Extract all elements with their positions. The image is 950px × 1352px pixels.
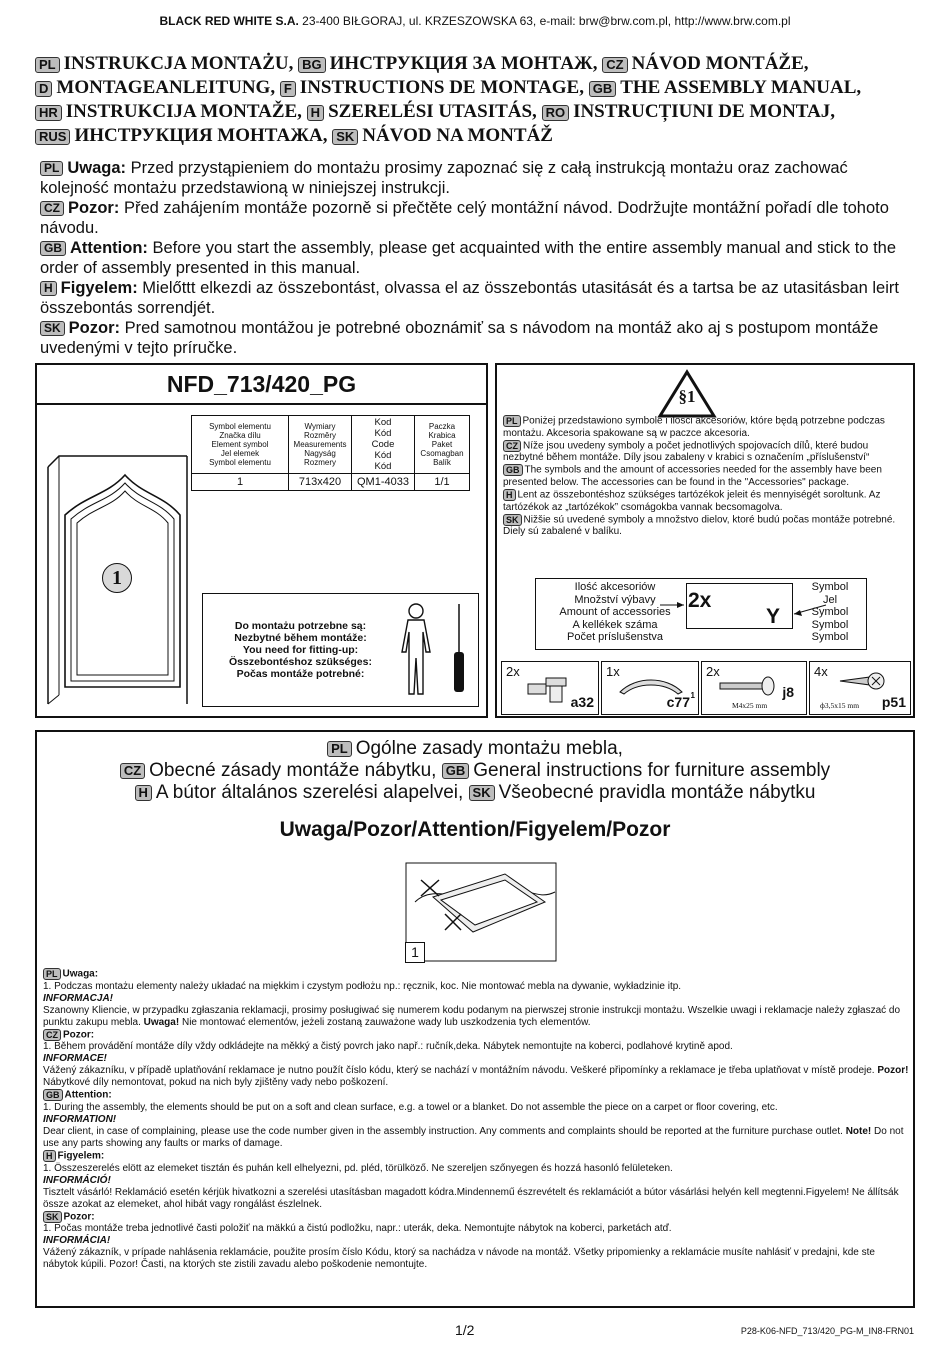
header-line: Symbol elementu [209, 458, 271, 467]
header-code [352, 416, 415, 474]
part-code: a32 [570, 694, 594, 710]
note-info [43, 1126, 909, 1150]
part-note: M4x25 mm [732, 701, 768, 710]
part-code: c77 [666, 694, 690, 710]
note-label: Uwaga: [62, 968, 99, 980]
language-tag: RO [542, 105, 570, 121]
warnings-block [40, 158, 920, 358]
header-line: Csomagban [420, 449, 464, 458]
warning-paragraph [40, 238, 920, 278]
language-tag: PL [43, 968, 61, 980]
warning-paragraph [40, 278, 920, 318]
header-line: Kód [374, 461, 392, 472]
language-tag: GB [589, 81, 617, 97]
header-size [289, 416, 352, 474]
cell-code: QM1-4033 [352, 474, 415, 491]
title-text: INSTRUCȚIUNI DE MONTAJ, [573, 101, 836, 122]
warning-text: Before you start the assembly, please get acquainted with the entire assembly manual and stick to the order of assembly presented in this manual. [40, 239, 897, 277]
warning-label: Pozor: [68, 319, 121, 337]
language-tag: CZ [503, 440, 521, 452]
warning-label: Attention: [70, 239, 148, 257]
note-info-label: INFORMACE! [43, 1053, 107, 1065]
language-tag: PL [35, 57, 60, 73]
language-tag: RUS [35, 129, 70, 145]
language-tag: CZ [40, 201, 64, 216]
language-tag: H [307, 105, 324, 121]
header-line: Kód [374, 450, 392, 461]
legend-right-line: Symbol [811, 581, 849, 593]
screwdriver-icon [449, 602, 469, 694]
company-header [0, 14, 950, 28]
assembly-figure [405, 862, 557, 962]
header-line: Code [371, 439, 395, 450]
note-point: 1. Podczas montażu elementy należy układać na miękkim i czystym podłożu np.: ręcznik, koc. Nie montować mebla na dywanie, wykładzinie itp. [43, 980, 682, 992]
company-name: BLACK RED WHITE S.A. [159, 14, 299, 28]
part-p51 [809, 661, 911, 715]
divider [37, 403, 486, 405]
header-line: Rozměry [303, 431, 336, 440]
warning-paragraph [40, 198, 920, 238]
figure-number: 1 [405, 942, 425, 963]
element-table [191, 415, 470, 491]
title-text: NÁVOD MONTÁŽE, [631, 53, 809, 74]
note-info-label: INFORMATION! [43, 1113, 117, 1125]
warning-paragraph [40, 318, 920, 358]
legend-arrows [536, 579, 866, 649]
language-tag: SK [43, 1211, 62, 1223]
heading-line [37, 738, 913, 760]
person-icon [396, 602, 436, 698]
accessories-intro [503, 415, 907, 538]
note-header [43, 1089, 909, 1102]
tools-line: Nezbytné během montáže: [234, 632, 367, 644]
title-text: INSTRUCTIONS DE MONTAGE, [299, 77, 584, 98]
tools-line: Počas montáže potrebné: [236, 668, 365, 680]
title-line [35, 100, 925, 124]
note-header [43, 1211, 909, 1224]
general-heading [37, 738, 913, 804]
legend-left-line: Ilość akcesoriów [574, 581, 656, 593]
language-tag: GB [442, 763, 470, 779]
title-text: MONTAGEANLEITUNG, [56, 77, 276, 98]
part-j8 [701, 661, 807, 715]
legend-right-line: Jel [822, 593, 838, 606]
part-a32 [501, 661, 599, 715]
language-tag: PL [40, 161, 63, 176]
note-info [43, 1005, 909, 1029]
warning-text: Před zahájením montáže pozorně si přečtěte celý montážní návod. Dodržujte montážní pořadí dle tohoto návodu. [40, 199, 889, 237]
header-line: Wymiary [304, 422, 336, 431]
part-code: p51 [881, 694, 906, 710]
header-pack [415, 416, 470, 474]
language-tag: H [43, 1150, 56, 1162]
part-note: ф3,5x15 mm [820, 701, 860, 710]
accessories-paragraph [503, 440, 907, 465]
note-info-text: Tisztelt vásárló! Reklamáció esetén kérjük hivatkozni a szerelési utasításban magadott kódra.Mindennemű észrevételt és reklamációt a bútor vásárlási helyén kell megtenni.Figyelem! Ne állítsák össze azokat az elemeket, ahol hibát vagy rongálást észlelnek. [43, 1186, 899, 1210]
note-warn-label: Uwaga! [143, 1016, 180, 1028]
product-box [35, 363, 488, 718]
language-tag: H [135, 785, 152, 801]
note-label: Pozor: [63, 1029, 95, 1041]
header-line: Balík [433, 458, 451, 467]
page-number: 1/2 [455, 1322, 475, 1338]
title-text: INSTRUKCJA MONTAŻU, [63, 53, 294, 74]
product-code: NFD_713/420_PG [166, 371, 357, 397]
tools-box [202, 593, 479, 707]
language-tag: BG [298, 57, 326, 73]
title-text: INSTRUKCIJA MONTAŽE, [65, 101, 302, 122]
note-header [43, 1029, 909, 1042]
legend-right-line: Symbol [811, 631, 849, 643]
heading-text: General instructions for furniture assembly [473, 760, 831, 781]
language-tag: D [35, 81, 52, 97]
note-info-text: Vážený zákazník, v prípade nahlásenia reklamácie, použite prosím číslo Kódu, ktorý sa nachádza v návode na montáž. Všetky pripomienky a reklamácie musíte nahlásiť v predajni, kde ste nábytok kúpili. Pozor! Časti, na ktorých ste zistili zavadu alebo poškodenie nemontujte. [43, 1247, 875, 1271]
legend-right-line: Symbol [811, 618, 849, 631]
language-tag: SK [503, 514, 522, 526]
part-note: 1 [690, 691, 695, 700]
part-count: 2x [506, 664, 520, 679]
header-line: Jel elemek [220, 449, 260, 458]
legend-left-line: Množství výbavy [574, 593, 656, 606]
general-notes [43, 968, 909, 1271]
intro-text: Níže jsou uvedeny symboly a počet jednotlivých spojovacích dílů, které budou nezbytné během montáže. Díly jsou zabaleny v krabici s označením „příslušenství“ [503, 440, 870, 464]
language-tag: H [503, 489, 516, 501]
part-count: 2x [706, 664, 720, 679]
bolt-icon [718, 676, 778, 696]
accessories-paragraph [503, 514, 907, 539]
note-info-label: INFORMÁCIÓ! [43, 1174, 111, 1186]
general-instructions-box [35, 730, 915, 1308]
language-tag: GB [40, 241, 66, 256]
note-label: Attention: [64, 1089, 112, 1101]
note-info-text: Vážený zákazníku, v případě uplatňování reklamace je nutno použít číslo kódu, který se nachází v montážním návodu. Veškeré připomínky a reklamace je třeba uplatňovat v místě prodeje. [43, 1065, 875, 1077]
note-warn-label: Pozor! [877, 1065, 909, 1077]
legend-box [535, 578, 867, 650]
note-warn-text: Nie montować elementów, jeżeli zostaną zauważone wady lub uszkodzenia tych elementów. [181, 1016, 591, 1028]
note-point: 1. Počas montáže treba jednotlivé časti položiť na mäkkú a čistú podložku, napr.: uterák, deka. Nemontujte nábytok na koberci, parketách atď. [43, 1223, 672, 1235]
intro-text: Lent az összebontéshoz szükséges tartózékok jeleit és mennyiségét soroltunk. Az tartózékok az „tartózékok” csomágokba vannak becsomagolva. [503, 489, 881, 513]
warning-paragraph [40, 158, 920, 198]
warning-label: Uwaga: [67, 159, 127, 177]
legend-quantity: 2x [688, 589, 712, 612]
header-line: Measurements [293, 440, 347, 449]
language-tag: PL [503, 415, 521, 427]
title-text: SZERELÉSI UTASITÁS, [328, 101, 537, 122]
language-tag: H [40, 281, 57, 296]
title-line [35, 76, 925, 100]
note-warn-label: Note! [845, 1125, 872, 1137]
note-info-label: INFORMACJA! [43, 992, 113, 1004]
note-point: 1. Během provádění montáže díly vždy odkládejte na měkký a čistý povrch jako např.: ručník,deka. Nábytek nemontujte na koberci, podlahové krytině apod. [43, 1041, 733, 1053]
warning-text: Pred samotnou montážou je potrebné oboznámiť sa s návodom na montáž ako aj s postupom montáže uvedenými v tejto príručke. [40, 319, 879, 357]
legend-left-line: Počet príslušenstva [567, 631, 663, 643]
header-line: Paket [431, 440, 453, 449]
language-tag: CZ [43, 1029, 61, 1041]
general-subheading: Uwaga/Pozor/Attention/Figyelem/Pozor [279, 818, 671, 841]
note-header [43, 968, 909, 981]
note-label: Figyelem: [57, 1150, 105, 1162]
language-tag: SK [332, 129, 358, 145]
accessories-paragraph [503, 415, 907, 440]
header-line: Paczka [428, 422, 456, 431]
legend-symbol: Y [766, 605, 781, 628]
legend-left-line: A kellékek száma [572, 618, 658, 631]
header-line: Krabica [428, 431, 456, 440]
note-info [43, 1187, 909, 1211]
cell-pack: 1/1 [415, 474, 470, 491]
title-line [35, 52, 925, 76]
intro-text: Nižšie sú uvedené symboly a množstvo dielov, ktoré budú počas montáže potrebné. Diely sú zabalené v balíku. [503, 514, 896, 538]
cell-size: 713x420 [289, 474, 352, 491]
language-tag: GB [503, 464, 523, 476]
language-tag: SK [40, 321, 65, 336]
note-info-text: Dear client, in case of complaining, please use the code number given in the assembly instruction. Any comments and complaints should be reported at the furniture purchase outlet. [43, 1125, 843, 1137]
header-line: Element symbol [211, 440, 269, 449]
title-text: THE ASSEMBLY MANUAL, [620, 77, 862, 98]
header-symbol [192, 416, 289, 474]
heading-text: Všeobecné pravidla montáže nábytku [498, 782, 816, 803]
intro-text: The symbols and the amount of accessories needed for the assembly have been presented below. The accessories can be found in the "Accessories" package. [503, 464, 882, 488]
note-warn-text: Do not use any parts showing any faults or marks of damage. [43, 1125, 904, 1149]
note-info-text: Szanowny Kliencie, w przypadku zgłaszania reklamacji, prosimy posługiwać się numerem kodu podanym na pierwszej stronie instrukcji montażu. Wszelkie uwagi i reklamacje należy zgłaszać do punktu zakupu mebla. [43, 1004, 901, 1028]
note-header [43, 1150, 909, 1163]
header-line: Symbol elementu [209, 422, 271, 431]
accessories-paragraph [503, 464, 907, 489]
note-label: Pozor: [63, 1211, 95, 1223]
part-c77 [601, 661, 699, 715]
warning-label: Figyelem: [60, 279, 138, 297]
document-code: P28-K06-NFD_713/420_PG-M_IN8-FRN01 [740, 1326, 914, 1336]
part-code: j8 [782, 684, 794, 700]
note-info [43, 1247, 909, 1271]
header-line: Kod [374, 417, 392, 428]
language-tag: CZ [602, 57, 627, 73]
note-info-label: INFORMÁCIA! [43, 1235, 111, 1247]
note-warn-text: Nábytkové díly nemontovat, pokud na nich byly zjištěny vady nebo poškození. [43, 1077, 389, 1089]
language-tag: CZ [120, 763, 145, 779]
language-tag: SK [469, 785, 495, 801]
language-tag: PL [327, 741, 352, 757]
part-count: 1x [606, 664, 620, 679]
legend-left-line: Amount of accessories [559, 606, 671, 618]
accessories-box [495, 363, 915, 718]
heading-text: A bútor általános szerelési alapelvei, [155, 782, 464, 803]
title-text: ИНСТРУКЦИЯ МОНТАЖА, [74, 125, 328, 146]
title-line [35, 124, 925, 148]
tools-line: Összebontéshoz szükséges: [229, 656, 372, 668]
language-tag: GB [43, 1089, 63, 1101]
cell-symbol: 1 [192, 474, 289, 491]
heading-line [37, 760, 913, 782]
note-point: 1. During the assembly, the elements should be put on a soft and clean surface, e.g. a towel or a blanket. Do not assemble the piece on a carpet or floor covering, etc. [43, 1101, 778, 1113]
hinge-icon [526, 674, 570, 706]
warning-label: Pozor: [68, 199, 120, 217]
header-line: Kód [374, 428, 392, 439]
language-tag: F [280, 81, 296, 97]
warning-text: Przed przystąpieniem do montażu prosimy zapoznać się z całą instrukcją montażu oraz zachować kolejność montażu przedstawioną w niniejszej instrukcji. [40, 159, 848, 197]
note-info [43, 1065, 909, 1089]
heading-line [37, 782, 913, 804]
header-line: Nagyság [304, 449, 336, 458]
tools-line: Do montażu potrzebne są: [234, 620, 367, 632]
title-text: NÁVOD NA MONTÁŽ [362, 125, 553, 146]
element-number-badge: 1 [102, 563, 132, 593]
heading-text: Ogólne zasady montażu mebla, [355, 738, 623, 759]
language-tag: HR [35, 105, 62, 121]
legend-right-line: Symbol [811, 606, 849, 618]
accessories-paragraph [503, 489, 907, 514]
tools-line: You need for fitting-up: [242, 644, 359, 656]
header-line: Značka dílu [219, 431, 261, 440]
header-line: Rozmery [303, 458, 336, 467]
warning-text: Mielőttt elkezdi az összebontást, olvassa el az összebontás utasitását és a tartsa be az utasitásban leirt összebontás sorrendjét. [40, 279, 899, 317]
intro-text: Poniżej przedstawiono symbole i ilości akcesoriów, które będą potrzebne podczas montażu. Akcesoria spakowane są w paczce akcesoria. [503, 415, 885, 439]
title-text: ИНСТРУКЦИЯ ЗА МОНТАЖ, [329, 53, 598, 74]
manual-titles [35, 52, 925, 148]
tools-text [213, 620, 388, 680]
note-point: 1. Összeszerelés elött az elemeket tisztán és puhán kell elhelyezni, pd. pléd, törülköző. Ne szereljen szőnyegen és hozzá hasonló felületeken. [43, 1162, 673, 1174]
screw-icon [838, 670, 886, 692]
section-badge: §1 [678, 387, 696, 406]
part-count: 4x [814, 664, 828, 679]
company-address: 23-400 BIŁGORAJ, ul. KRZESZOWSKA 63, e-mail: brw@brw.com.pl, http://www.brw.com.pl [302, 14, 791, 28]
heading-text: Obecné zásady montáže nábytku, [149, 760, 437, 781]
